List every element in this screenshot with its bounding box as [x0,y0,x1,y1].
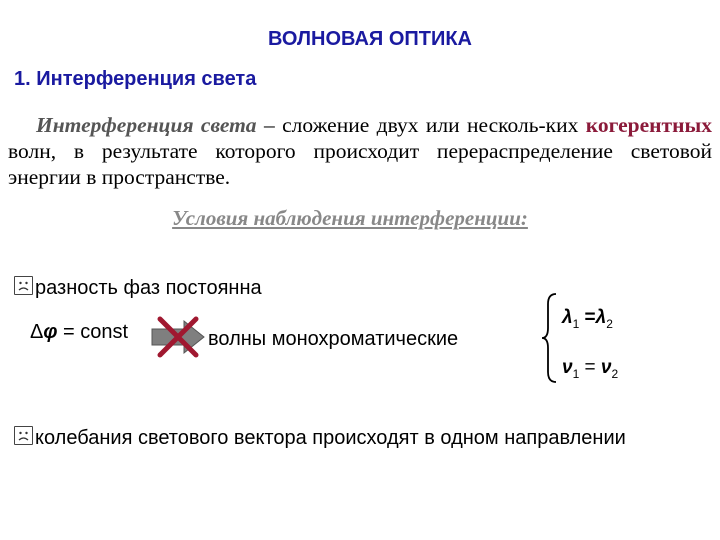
delta-symbol: Δ [30,321,44,343]
definition-highlight: когерентных [585,113,712,137]
implies-crossed-icon [150,315,206,364]
definition-paragraph [8,112,712,190]
definition-term: Интерференция света [36,113,257,137]
phi-symbol: φ [43,321,58,343]
phase-formula [30,321,128,344]
definition-text-1: – сложение двух или несколь-ких [256,113,586,137]
frequency-equation: $\nu_1 = \nu_2$ [562,357,619,381]
condition-text-polarization: колебания светового вектора происходят в одном направлении [35,427,626,449]
sad-face-box-icon [14,426,33,445]
formula-const: = const [57,321,129,343]
definition-text-2: волн, в результате которого происходит перераспределение световой энергии в пространстве. [8,139,712,189]
curly-brace-icon [540,292,560,389]
conditions-title: Условия наблюдения интерференции: [172,206,528,230]
condition-text-phase: разность фаз постоянна [35,277,262,299]
sad-face-box-icon [14,276,33,295]
monochromatic-text: волны монохроматические [208,328,459,350]
condition-item-phase [14,276,262,300]
wavelength-equation: $\lambda_1 =\lambda_2$ [562,307,613,331]
section-heading: 1. Интерференция света [14,68,257,90]
page-title: ВОЛНОВАЯ ОПТИКА [267,28,473,50]
condition-item-polarization [14,426,654,450]
